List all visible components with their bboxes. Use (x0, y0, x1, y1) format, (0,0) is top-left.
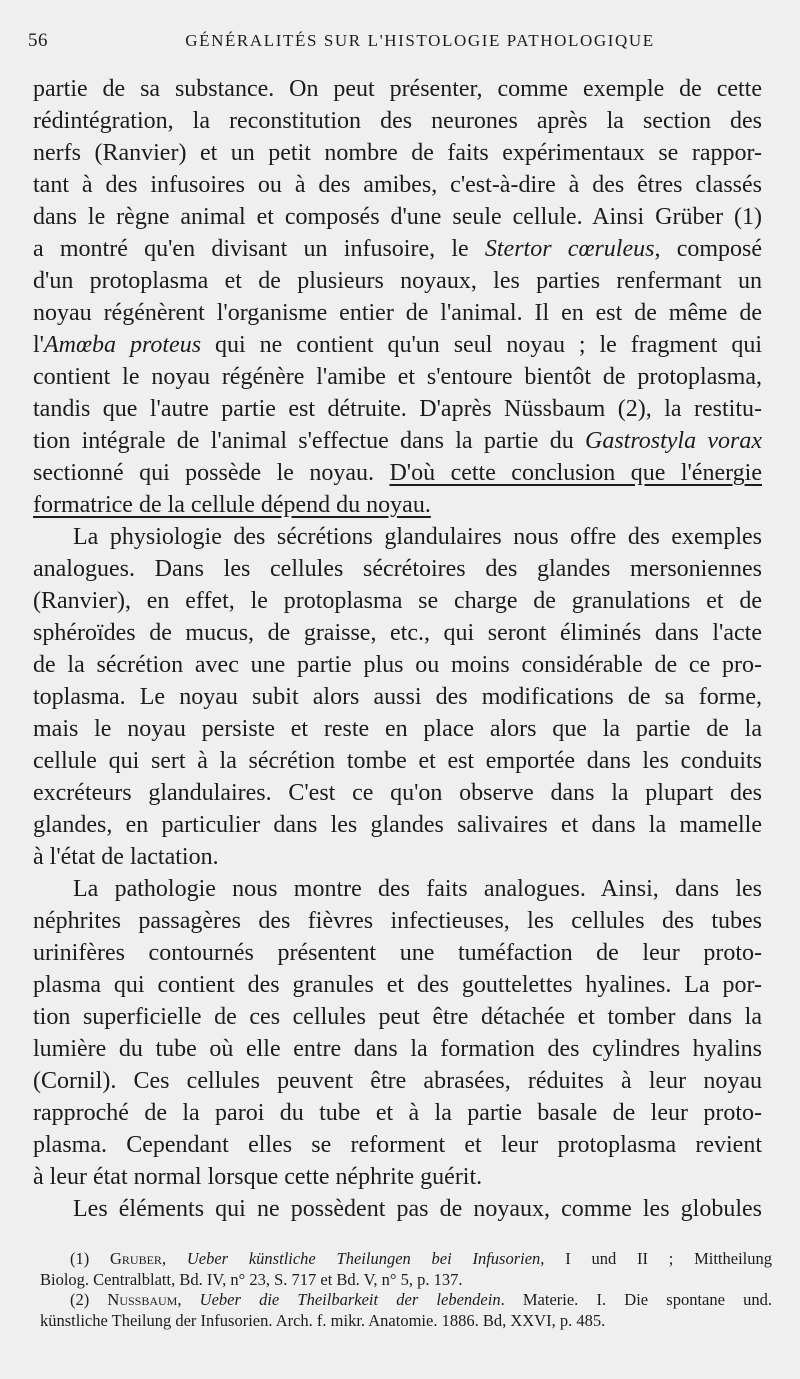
footnote-number: (2) (70, 1290, 108, 1309)
underlined-text: D'où cette conclusion que l'énergie (389, 460, 762, 486)
text-line: mais le noyau persiste et reste en place alors que la partie de la (33, 716, 762, 742)
text-line: urinifères contournés présentent une tuméfaction de leur proto- (33, 940, 762, 966)
footnote-1 (40, 1249, 772, 1270)
text-line: néphrites passagères des fièvres infectieuses, les cellules des tubes (33, 908, 762, 934)
paragraph-start: La physiologie des sécrétions glandulaires nous offre des exemples (73, 524, 762, 550)
text-line: partie de sa substance. On peut présenter, comme exemple de cette (33, 76, 762, 102)
body-text (33, 73, 762, 1225)
footnote-author: Nussbaum (107, 1290, 178, 1309)
text-line (33, 233, 762, 265)
text-line: lumière du tube où elle entre dans la formation des cylindres hyalins (33, 1036, 762, 1062)
text-line: rédintégration, la reconstitution des neurones après la section des (33, 108, 762, 134)
text-run: qui ne contient qu'un seul noyau ; le fragment qui (201, 332, 763, 358)
footnote-title: Ueber die Theilbarkeit der lebendein (199, 1290, 501, 1309)
paragraph-start: La pathologie nous montre des faits analogues. Ainsi, dans les (73, 876, 762, 902)
text-run: , (177, 1290, 200, 1309)
text-run: , I und II ; Mittheilung (540, 1249, 773, 1268)
text-run: . Materie. I. Die spontane und. (500, 1290, 772, 1309)
text-line: tandis que l'autre partie est détruite. D'après Nüssbaum (2), la restitu- (33, 396, 762, 422)
text-line: nerfs (Ranvier) et un petit nombre de faits expérimentaux se rappor- (33, 140, 762, 166)
footnote-2 (40, 1290, 772, 1311)
text-line: cellule qui sert à la sécrétion tombe et est emportée dans les conduits (33, 748, 762, 774)
text-line: excréteurs glandulaires. C'est ce qu'on observe dans la plupart des (33, 780, 762, 806)
text-line: glandes, en particulier dans les glandes salivaires et dans la mamelle (33, 812, 762, 838)
footnote-1-continued: Biolog. Centralblatt, Bd. IV, n° 23, S. 717 et Bd. V, n° 5, p. 137. (40, 1269, 463, 1289)
text-line: de la sécrétion avec une partie plus ou moins considérable de ce pro- (33, 652, 762, 678)
footnotes (40, 1249, 772, 1331)
footnote-title: Ueber künstliche Theilungen bei Infusorien (186, 1249, 541, 1268)
text-run: sectionné qui possède le noyau. (33, 460, 390, 486)
paragraph-start: Les éléments qui ne possèdent pas de noyaux, comme les globules (73, 1196, 762, 1222)
running-title: GÉNÉRALITÉS SUR L'HISTOLOGIE PATHOLOGIQUE (185, 31, 655, 50)
text-run: , composé (654, 236, 762, 262)
species-name: Amœba proteus (44, 332, 202, 358)
page-header (28, 30, 772, 60)
text-line: à l'état de lactation. (33, 844, 219, 870)
footnote-2-continued: künstliche Theilung der Infusorien. Arch. f. mikr. Anatomie. 1886. Bd, XXVI, p. 485. (40, 1310, 606, 1330)
text-line: rapproché de la paroi du tube et à la partie basale de leur proto- (33, 1100, 762, 1126)
text-line: sphéroïdes de mucus, de graisse, etc., qui seront éliminés dans l'acte (33, 620, 762, 646)
text-line: analogues. Dans les cellules sécrétoires des glandes mersoniennes (33, 556, 762, 582)
text-line: (Ranvier), en effet, le protoplasma se charge de granulations et de (33, 588, 762, 614)
text-line (33, 425, 762, 457)
text-run: l' (33, 332, 44, 358)
text-line: plasma. Cependant elles se reforment et leur protoplasma revient (33, 1132, 762, 1158)
text-line: tion superficielle de ces cellules peut être détachée et tomber dans la (33, 1004, 762, 1030)
text-line-underlined: formatrice de la cellule dépend du noyau. (33, 492, 431, 518)
text-run: , (161, 1249, 187, 1268)
footnote-number: (1) (70, 1249, 111, 1268)
text-line: contient le noyau régénère l'amibe et s'entoure bientôt de protoplasma, (33, 364, 762, 390)
text-line: à leur état normal lorsque cette néphrite guérit. (33, 1164, 483, 1190)
text-line: d'un protoplasma et de plusieurs noyaux, les parties renfermant un (33, 268, 762, 294)
species-name: Stertor cœruleus (484, 236, 655, 262)
text-line: (Cornil). Ces cellules peuvent être abrasées, réduites à leur noyau (33, 1068, 762, 1094)
text-run: a montré qu'en divisant un infusoire, le (33, 236, 485, 262)
text-run: tion intégrale de l'animal s'effectue dans la partie du (33, 428, 585, 454)
text-line: tant à des infusoires ou à des amibes, c'est-à-dire à des êtres classés (33, 172, 762, 198)
text-line: toplasma. Le noyau subit alors aussi des modifications de sa forme, (33, 684, 762, 710)
text-line: plasma qui contient des granules et des gouttelettes hyalines. La por- (33, 972, 762, 998)
species-name: Gastrostyla vorax (584, 428, 763, 454)
footnote-author: Gruber (110, 1249, 162, 1268)
text-line: dans le règne animal et composés d'une seule cellule. Ainsi Grüber (1) (33, 204, 762, 230)
text-line (33, 457, 762, 489)
text-line: noyau régénèrent l'organisme entier de l'animal. Il en est de même de (33, 300, 762, 326)
page-number: 56 (28, 30, 48, 51)
text-line (33, 329, 762, 361)
